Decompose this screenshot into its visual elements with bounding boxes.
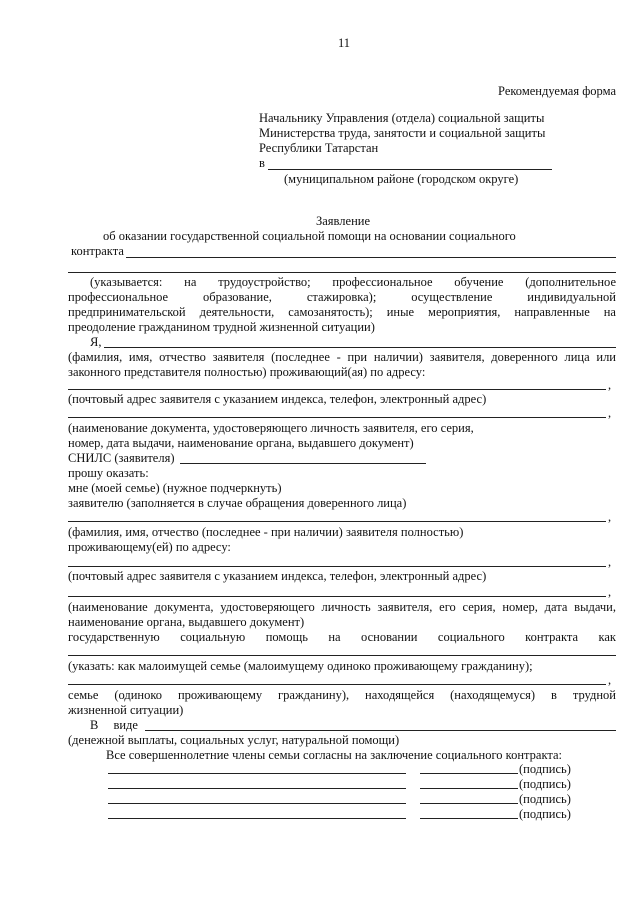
addressee-line-2: Министерства труда, занятости и социальной защиты — [259, 126, 546, 140]
title-line-3-word: контракта — [71, 244, 124, 258]
snils-field-line[interactable] — [180, 463, 426, 464]
signature-field-line[interactable] — [420, 803, 518, 804]
applicant-fio-hint-line-2: законного представителя полностью) проживающий(ая) по адресу: — [68, 365, 426, 379]
assistance-category-field-line-2[interactable] — [68, 684, 606, 685]
signature-field-line[interactable] — [420, 818, 518, 819]
contract-hint-line-4: преодоление гражданином трудной жизненной ситуации) — [68, 320, 375, 334]
proxy-doc-hint-line-2: наименование органа, выдавшего документ) — [68, 615, 305, 629]
member-name-field-line[interactable] — [108, 788, 406, 789]
proxy-doc-hint-line-1: (наименование документа, удостоверяющего личность заявителя, его серия, номер, дата выдачи, — [68, 600, 616, 614]
addressee-in-prefix: в — [259, 156, 265, 170]
signature-field-line[interactable] — [420, 773, 518, 774]
comma: , — [608, 585, 612, 599]
proxy-fio-hint: (фамилия, имя, отчество (последнее - при наличии) заявителя полностью) — [68, 525, 464, 539]
proxy-postal-hint: (почтовый адрес заявителя с указанием индекса, телефон, электронный адрес) — [68, 569, 487, 583]
district-field-line[interactable] — [268, 169, 552, 170]
assistance-specify-hint: (указать: как малоимущей семье (малоимущему одиноко проживающему гражданину); — [68, 659, 533, 673]
assistance-line: государственную социальную помощь на основании социального контракта как — [68, 630, 616, 644]
page-number: 11 — [338, 36, 351, 50]
district-hint: (муниципальном районе (городском округе) — [284, 172, 519, 186]
assistance-family-line-1: семье (одиноко проживающему гражданину), находящейся (находящемуся) в трудной — [68, 688, 616, 702]
applicant-fio-field-line[interactable] — [104, 347, 616, 348]
option-family[interactable]: мне (моей семье) (нужное подчеркнуть) — [68, 481, 282, 495]
comma: , — [608, 510, 612, 524]
contract-hint-line-2: профессиональное образование, стажировка); осуществление индивидуальной — [68, 290, 616, 304]
contract-type-field-line[interactable] — [126, 257, 616, 258]
comma: , — [608, 406, 612, 420]
proxy-document-field-line[interactable] — [68, 596, 606, 597]
contract-hint-line-1: (указывается: на трудоустройство; профессиональное обучение (дополнительное — [90, 275, 616, 289]
applicant-postal-hint: (почтовый адрес заявителя с указанием индекса, телефон, электронный адрес) — [68, 392, 487, 406]
assistance-category-field-line[interactable] — [68, 655, 616, 656]
assistance-form-hint: (денежной выплаты, социальных услуг, натуральной помощи) — [68, 733, 400, 747]
applicant-fio-hint-line-1: (фамилия, имя, отчество заявителя (последнее - при наличии) заявителя, доверенного лица или — [68, 350, 616, 364]
signature-label: (подпись) — [519, 762, 571, 776]
comma: , — [608, 378, 612, 392]
member-name-field-line[interactable] — [108, 803, 406, 804]
snils-label: СНИЛС (заявителя) — [68, 451, 175, 465]
title-line-2: об оказании государственной социальной помощи на основании социального — [103, 229, 516, 243]
proxy-address-field-line[interactable] — [68, 566, 606, 567]
consent-text: Все совершеннолетние члены семьи согласны на заключение социального контракта: — [106, 748, 563, 762]
assistance-form-field-line[interactable] — [145, 730, 616, 731]
form-label: Рекомендуемая форма — [498, 84, 616, 98]
contract-type-field-line-2[interactable] — [68, 272, 616, 273]
applicant-i-label: Я, — [90, 335, 102, 349]
signature-label: (подпись) — [519, 807, 571, 821]
comma: , — [608, 673, 612, 687]
signature-label: (подпись) — [519, 777, 571, 791]
contract-hint-line-3: предпринимательской деятельности, самозанятость); иные мероприятия, направленные на — [68, 305, 616, 319]
assistance-family-line-2: жизненной ситуации) — [68, 703, 184, 717]
member-name-field-line[interactable] — [108, 818, 406, 819]
member-name-field-line[interactable] — [108, 773, 406, 774]
applicant-doc-hint-line-2: номер, дата выдачи, наименование органа, выдавшего документ) — [68, 436, 414, 450]
option-proxy[interactable]: заявителю (заполняется в случае обращения доверенного лица) — [68, 496, 407, 510]
addressee-line-1: Начальнику Управления (отдела) социальной защиты — [259, 111, 545, 125]
proxy-address-label: проживающему(ей) по адресу: — [68, 540, 231, 554]
addressee-line-3: Республики Татарстан — [259, 141, 379, 155]
assistance-form-label: В виде — [90, 718, 138, 732]
applicant-doc-hint-line-1: (наименование документа, удостоверяющего личность заявителя, его серия, — [68, 421, 474, 435]
proxy-fio-field-line[interactable] — [68, 521, 606, 522]
applicant-address-field-line[interactable] — [68, 389, 606, 390]
comma: , — [608, 555, 612, 569]
request-label: прошу оказать: — [68, 466, 149, 480]
signature-label: (подпись) — [519, 792, 571, 806]
signature-field-line[interactable] — [420, 788, 518, 789]
applicant-document-field-line[interactable] — [68, 417, 606, 418]
document-title: Заявление — [316, 214, 371, 228]
